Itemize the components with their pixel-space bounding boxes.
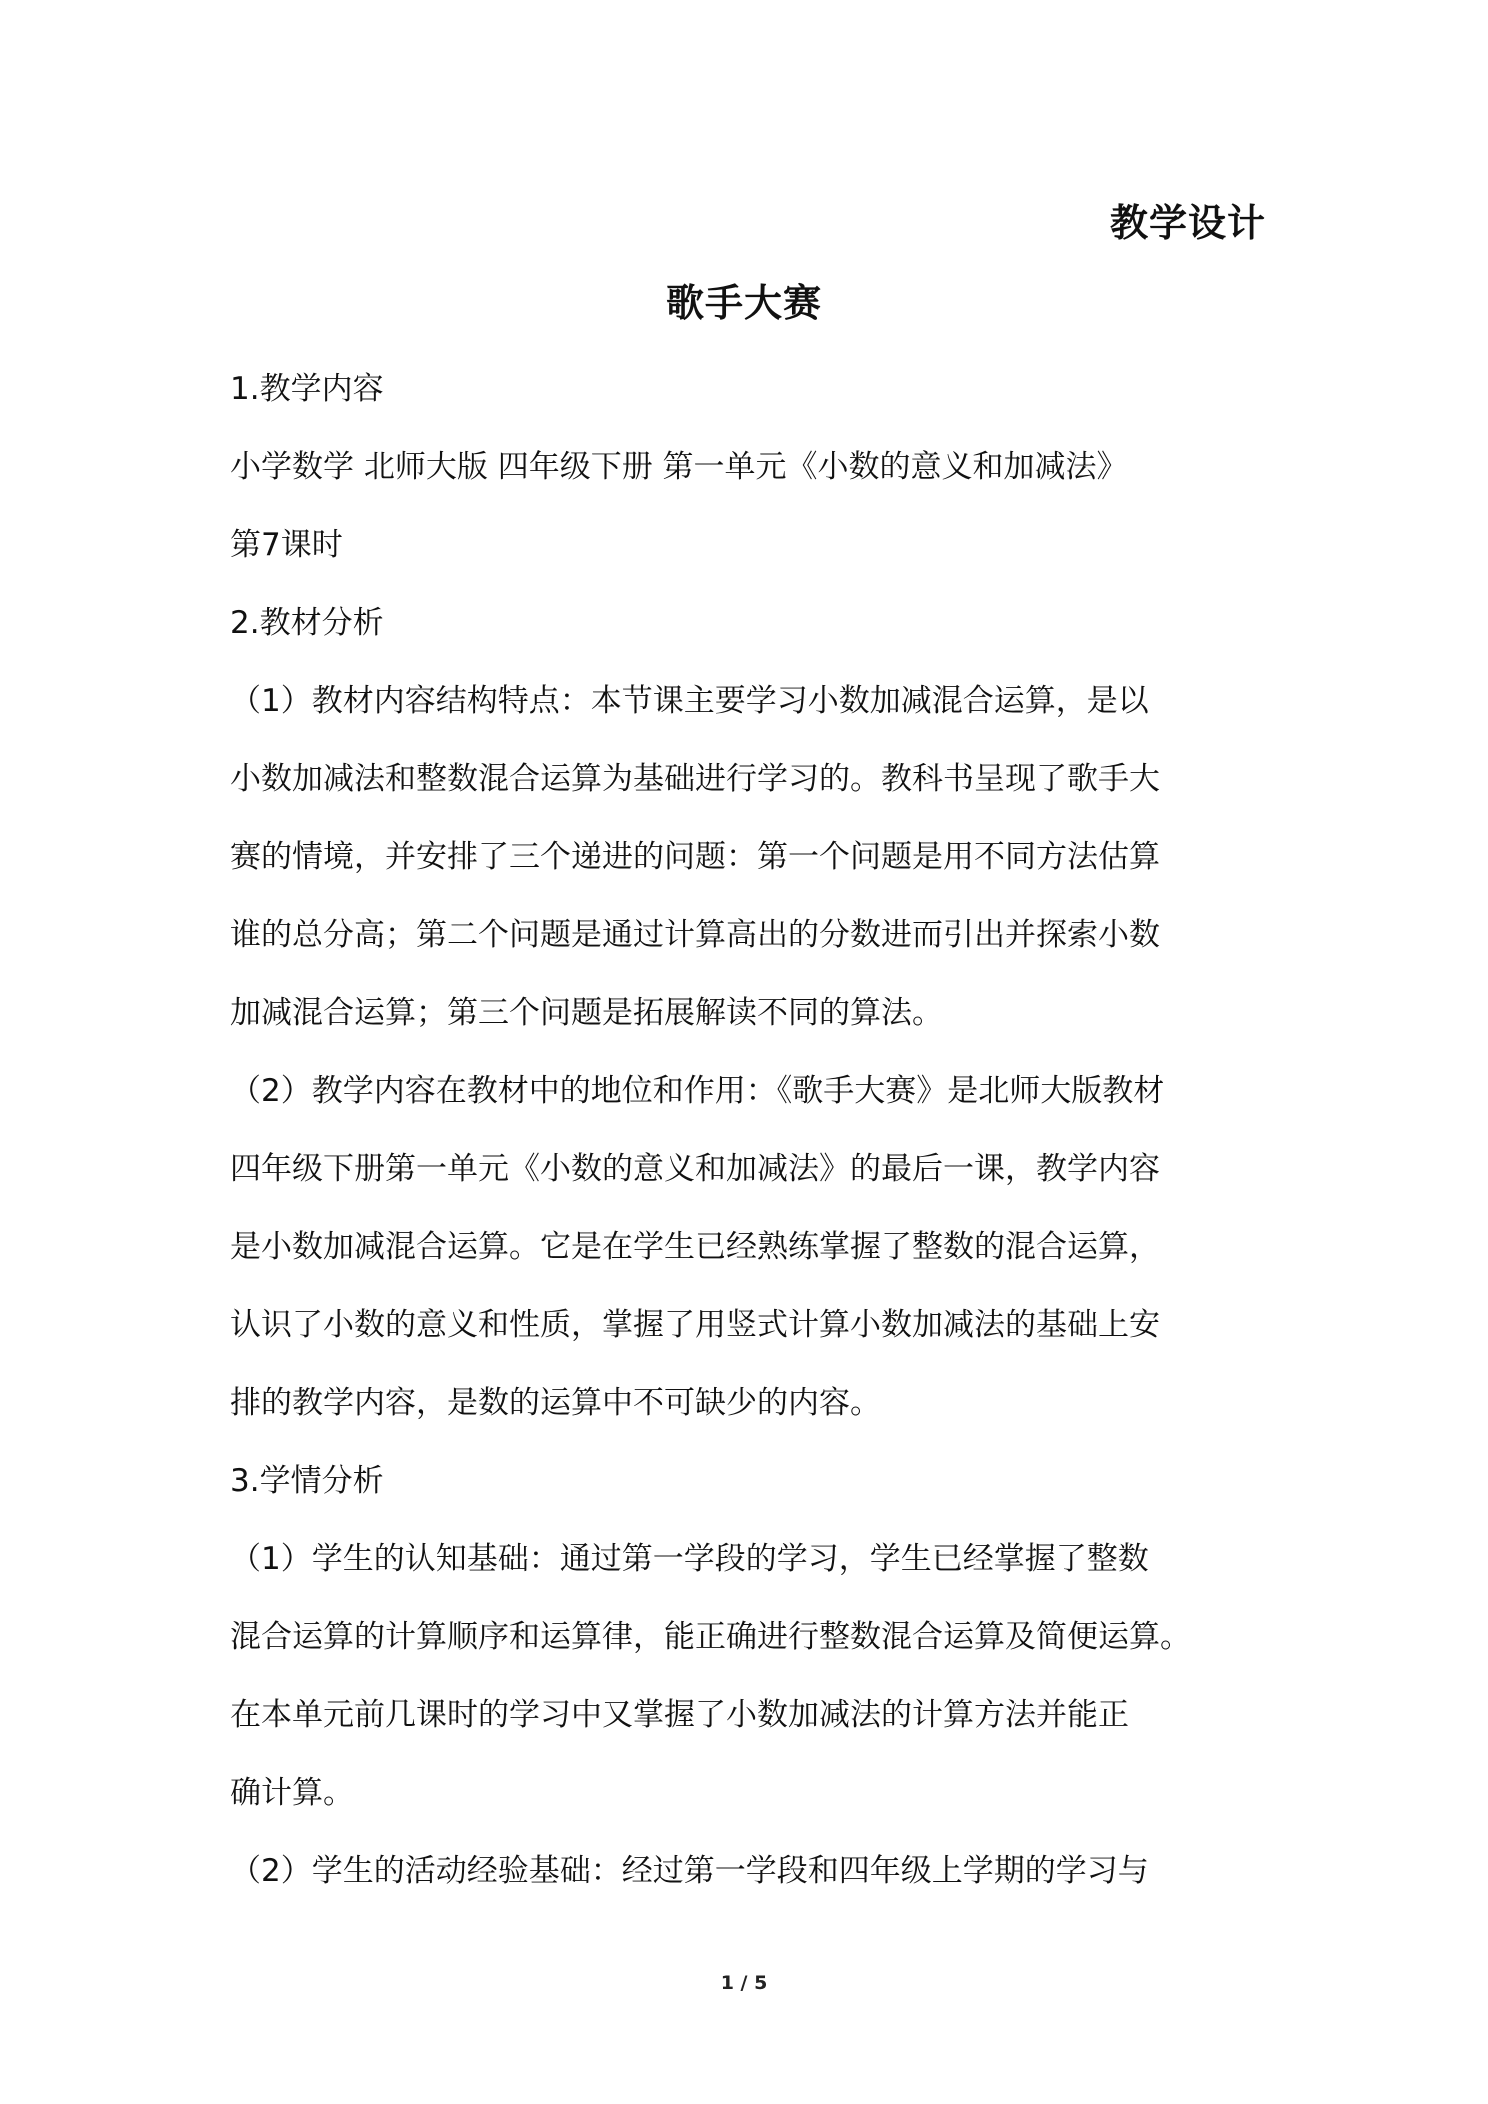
paragraph-line: （2）学生的活动经验基础：经过第一学段和四年级上学期的学习与: [230, 1853, 1149, 1889]
paragraph-line: 是小数加减混合运算。它是在学生已经熟练掌握了整数的混合运算，: [230, 1229, 1160, 1265]
paragraph-line: 四年级下册第一单元《小数的意义和加减法》的最后一课，教学内容: [230, 1151, 1160, 1187]
document-body: [230, 350, 1270, 1910]
paragraph-line: （1）教材内容结构特点：本节课主要学习小数加减混合运算，是以: [230, 683, 1149, 719]
paragraph-line: 混合运算的计算顺序和运算律，能正确进行整数混合运算及简便运算。: [230, 1619, 1191, 1655]
paragraph-line: 小数加减法和整数混合运算为基础进行学习的。教科书呈现了歌手大: [230, 761, 1160, 797]
paragraph-line: 赛的情境，并安排了三个递进的问题：第一个问题是用不同方法估算: [230, 839, 1160, 875]
lesson-title: 歌手大赛: [665, 281, 822, 325]
paragraph-line: 加减混合运算；第三个问题是拓展解读不同的算法。: [230, 995, 943, 1031]
paragraph-line: 确计算。: [230, 1775, 354, 1811]
paragraph-line: 认识了小数的意义和性质，掌握了用竖式计算小数加减法的基础上安: [230, 1307, 1160, 1343]
paragraph-line: （2）教学内容在教材中的地位和作用：《歌手大赛》是北师大版教材: [230, 1073, 1165, 1109]
paragraph-line: 排的教学内容，是数的运算中不可缺少的内容。: [230, 1385, 881, 1421]
section-heading-student-analysis: 3.学情分析: [230, 1463, 384, 1499]
section-heading-content: 1.教学内容: [230, 371, 384, 407]
page-number: 1 / 5: [720, 1972, 768, 1994]
paragraph-line: 第7课时: [230, 527, 343, 563]
paragraph-line: 在本单元前几课时的学习中又掌握了小数加减法的计算方法并能正: [230, 1697, 1129, 1733]
document-title: 教学设计: [1109, 201, 1266, 245]
paragraph-line: 小学数学 北师大版 四年级下册 第一单元《小数的意义和加减法》: [230, 449, 1128, 485]
section-heading-material-analysis: 2.教材分析: [230, 605, 384, 641]
paragraph-line: 谁的总分高；第二个问题是通过计算高出的分数进而引出并探索小数: [230, 917, 1160, 953]
paragraph-line: （1）学生的认知基础：通过第一学段的学习，学生已经掌握了整数: [230, 1541, 1149, 1577]
